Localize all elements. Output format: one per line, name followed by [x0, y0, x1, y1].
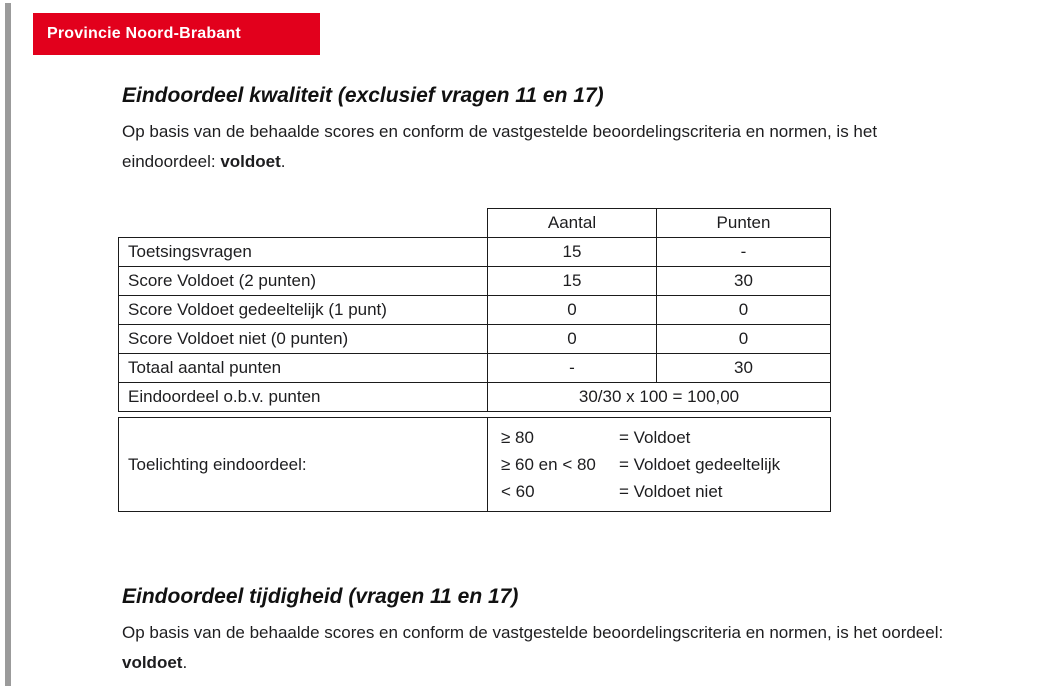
- section-tijdigheid-intro: [122, 618, 1060, 678]
- legend-row: [119, 418, 831, 512]
- threshold-condition: < 60: [501, 482, 535, 501]
- cell-aantal: -: [488, 354, 657, 383]
- cell-punten: 30: [657, 267, 831, 296]
- header-empty-cell: [119, 209, 488, 238]
- header-aantal: Aantal: [488, 209, 657, 238]
- cell-punten: 0: [657, 296, 831, 325]
- score-table-header-row: [119, 209, 831, 238]
- section-kwaliteit-intro: [122, 117, 1042, 177]
- header-punten: Punten: [657, 209, 831, 238]
- row-label: Score Voldoet (2 punten): [119, 267, 488, 296]
- result-score-cell: 30/30 x 100 = 100,00: [488, 383, 831, 412]
- intro-suffix: .: [182, 653, 188, 672]
- legend-body: [488, 418, 831, 512]
- left-margin-rule: [5, 3, 11, 686]
- legend-table: [118, 417, 831, 512]
- score-table: [118, 208, 831, 412]
- threshold-result: = Voldoet: [619, 428, 691, 447]
- section-tijdigheid: [122, 585, 1060, 678]
- result-row: [119, 383, 831, 412]
- table-row: [119, 354, 831, 383]
- cell-punten: 30: [657, 354, 831, 383]
- section-tijdigheid-title: Eindoordeel tijdigheid (vragen 11 en 17): [122, 585, 519, 608]
- table-row: [119, 296, 831, 325]
- verdict-text: voldoet: [220, 152, 281, 171]
- intro-line: Op basis van de behaalde scores en conform de vastgestelde beoordelingscriteria en normen, is het: [122, 122, 878, 141]
- province-banner-label: Provincie Noord-Brabant: [47, 25, 241, 42]
- legend-label: Toelichting eindoordeel:: [119, 418, 488, 512]
- intro-line: [122, 648, 1060, 678]
- province-banner: [33, 13, 320, 55]
- threshold-condition: ≥ 60 en < 80: [501, 455, 596, 474]
- row-label: Totaal aantal punten: [119, 354, 488, 383]
- cell-aantal: 0: [488, 296, 657, 325]
- section-kwaliteit: [122, 84, 1042, 177]
- table-row: [119, 238, 831, 267]
- cell-punten: 0: [657, 325, 831, 354]
- row-label: Score Voldoet gedeeltelijk (1 punt): [119, 296, 488, 325]
- threshold-line: [501, 451, 826, 478]
- cell-aantal: 15: [488, 267, 657, 296]
- threshold-condition: ≥ 80: [501, 428, 534, 447]
- threshold-line: [501, 478, 826, 505]
- intro-line: [122, 147, 1042, 177]
- row-label: Score Voldoet niet (0 punten): [119, 325, 488, 354]
- table-row: [119, 325, 831, 354]
- verdict-text: voldoet: [122, 653, 183, 672]
- cell-aantal: 0: [488, 325, 657, 354]
- threshold-result: = Voldoet gedeeltelijk: [619, 455, 781, 474]
- intro-prefix: eindoordeel:: [122, 152, 221, 171]
- cell-aantal: 15: [488, 238, 657, 267]
- section-kwaliteit-title: Eindoordeel kwaliteit (exclusief vragen 11 en 17): [122, 84, 604, 107]
- intro-line: Op basis van de behaalde scores en conform de vastgestelde beoordelingscriteria en normen, is het oordeel:: [122, 623, 944, 642]
- threshold-result: = Voldoet niet: [619, 482, 723, 501]
- row-label: Toetsingsvragen: [119, 238, 488, 267]
- intro-suffix: .: [280, 152, 286, 171]
- table-row: [119, 267, 831, 296]
- result-row-label: Eindoordeel o.b.v. punten: [119, 383, 488, 412]
- threshold-line: [501, 424, 826, 451]
- cell-punten: -: [657, 238, 831, 267]
